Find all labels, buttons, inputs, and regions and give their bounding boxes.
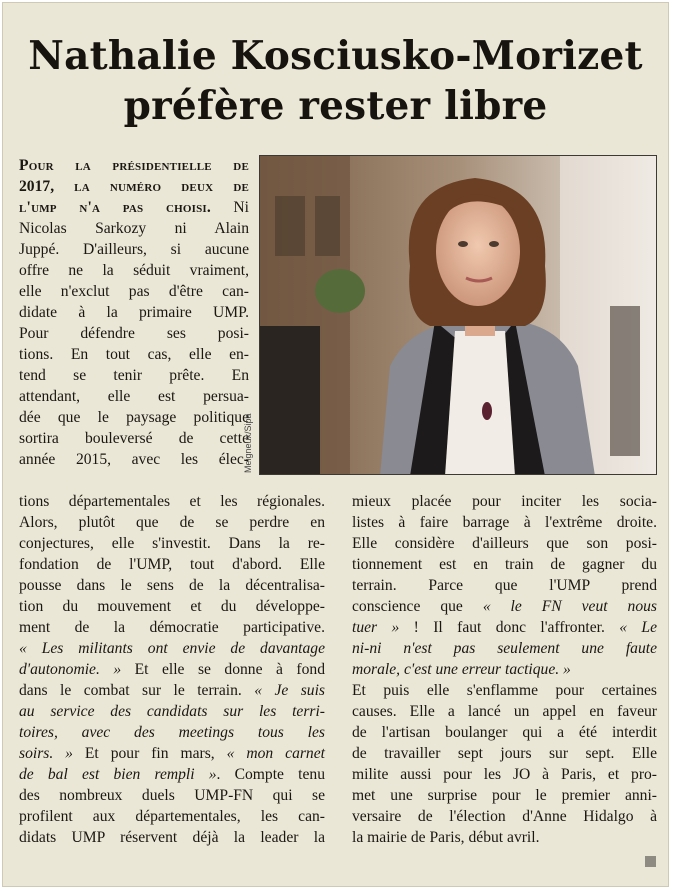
text-line: didats UMP réservent déjà la leader la — [19, 829, 325, 846]
lead-line: l'ump n'a pas choisi. Ni — [19, 199, 249, 216]
text-line: sortira bouleversé de cette — [19, 430, 249, 447]
text-line: tionnement est en train de gagner du — [352, 556, 657, 573]
text-line: conscience que « le FN veut nous — [352, 598, 657, 615]
text-line: au service des candidats sur les terri- — [19, 703, 325, 720]
text-line: listes à faire barrage à l'extrême droite. — [352, 514, 657, 531]
text-line: tend se tenir prête. En — [19, 367, 249, 384]
portrait-photo — [259, 155, 657, 475]
text-line: terrain. Parce que l'UMP prend — [352, 577, 657, 594]
text-line: soirs. » Et pour fin mars, « mon carnet — [19, 745, 325, 762]
text-line: Pour défendre ses posi- — [19, 325, 249, 342]
body-column-1 — [19, 155, 249, 470]
text-line: la mairie de Paris, début avril. — [352, 829, 540, 846]
body-column-1-lower — [19, 491, 325, 848]
text-line: de travailler sept jours sur sept. Elle — [352, 745, 657, 762]
text-line: dée que le paysage politique — [19, 409, 249, 426]
title-line-2: préfère rester libre — [123, 83, 548, 129]
text-line: année 2015, avec les élec- — [19, 451, 249, 468]
text-line: didate à la primaire UMP. — [19, 304, 249, 321]
text-line: met une surprise pour le premier anni- — [352, 787, 657, 804]
text-line: profilent aux départementales, les can- — [19, 808, 325, 825]
text-line: des nombreux duels UMP-FN qui se — [19, 787, 325, 804]
text-line: conjectures, elle s'investit. Dans la re- — [19, 535, 325, 552]
portrait-illustration — [260, 156, 657, 475]
text-line: de bal est bien rempli ». Compte tenu — [19, 766, 325, 783]
text-line: milite aussi pour les JO à Paris, et pro- — [352, 766, 657, 783]
title-line-1: Nathalie Kosciusko-Morizet — [28, 33, 643, 79]
text-line: morale, c'est une erreur tactique. » — [352, 661, 571, 678]
text-line: versaire de l'élection d'Anne Hidalgo à — [352, 808, 657, 825]
text-line: causes. Elle a lancé un appel en faveur — [352, 703, 657, 720]
text-line: Et puis elle s'enflamme pour certaines — [352, 682, 657, 699]
text-line: pousse dans le sens de la décentralisa- — [19, 577, 325, 594]
text-line: Alors, plutôt que de se perdre en — [19, 514, 325, 531]
text-line: tions. En tout cas, elle en- — [19, 346, 249, 363]
text-line: fondation de l'UMP, tout d'abord. Elle — [19, 556, 325, 573]
text-line: ni-ni n'est pas seulement une faute — [352, 640, 657, 657]
text-line: Juppé. D'ailleurs, si aucune — [19, 241, 249, 258]
text-line: toires, avec des meetings tous les — [19, 724, 325, 741]
photo-credit: Meigneux/Sipa — [243, 413, 253, 473]
end-mark — [645, 856, 656, 867]
lead-line: 2017, la numéro deux de — [19, 178, 249, 195]
text-line: attendant, elle est persua- — [19, 388, 249, 405]
text-line: de l'artisan boulanger qui a été interdit — [352, 724, 657, 741]
text-line: Elle considère d'ailleurs que son posi- — [352, 535, 657, 552]
text-line: d'autonomie. » Et elle se donne à fond — [19, 661, 325, 678]
text-line: offre ne la séduit vraiment, — [19, 262, 249, 279]
article-page — [2, 2, 669, 887]
lead-line: Pour la présidentielle de — [19, 157, 249, 174]
text-line: tion du mouvement et du développe- — [19, 598, 325, 615]
text-line: dans le combat sur le terrain. « Je suis — [19, 682, 326, 699]
body-column-2 — [352, 491, 657, 848]
article-title — [3, 31, 668, 131]
text-line: elle n'exclut pas d'être can- — [19, 283, 249, 300]
text-line: « Les militants ont envie de davantage — [19, 640, 325, 657]
text-line: tions départementales et les régionales. — [19, 493, 325, 510]
text-line: Nicolas Sarkozy ni Alain — [19, 220, 249, 237]
text-line: tuer » ! Il faut donc l'affronter. « Le — [352, 619, 657, 636]
text-line: mieux placée pour inciter les socia- — [352, 493, 657, 510]
text-line: ment de la démocratie participative. — [19, 619, 325, 636]
